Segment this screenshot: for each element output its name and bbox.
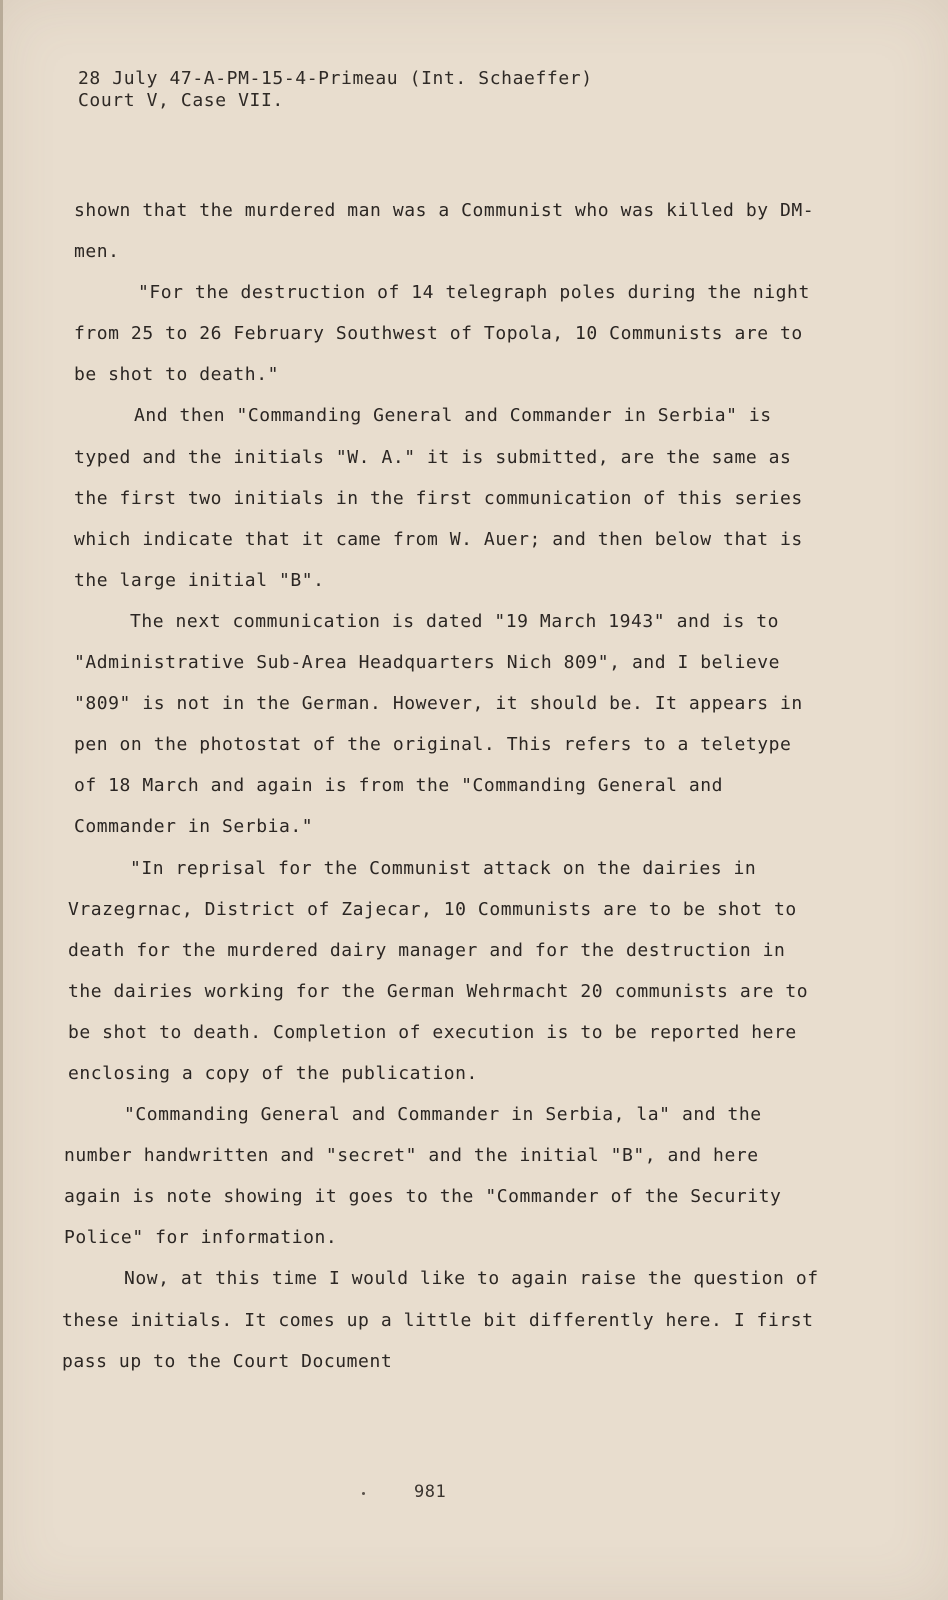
page-number: 981 [414, 1482, 447, 1502]
paragraph-reprisal-quote: "In reprisal for the Communist attack on the dairies in Vrazegrnac, District of Zajecar, 10 Communists are to be shot to death for the murdered dairy manager and for the destruction in the dairies working for the German Wehrmacht 20 communists are to be shot to death. Completion of execution is to be reported here enclosing a copy of the publication. [68, 857, 809, 1084]
paragraph-next-communication: The next communication is dated "19 March 1943" and is to "Administrative Sub-Area Headquarters Nich 809", and I believe "809" is not in the German. However, it should be. It appears in pen on the photostat of the original. This refers to a teletype of 18 March and again is from the "Commanding General and Commander in Serbia." [74, 610, 803, 838]
transcript-body [62, 190, 822, 1382]
header-line-2: Court V, Case VII. [78, 90, 284, 111]
transcript-header [78, 68, 593, 112]
paragraph-telegraph-quote: "For the destruction of 14 telegraph poles during the night from 25 to 26 February Southwest of Topola, 10 Communists are to be shot to death." [74, 282, 810, 386]
paragraph-now: Now, at this time I would like to again raise the question of these initials. It comes up a little bit differently here. I first pass up to the Court Document [62, 1268, 819, 1372]
ink-dot [362, 1492, 365, 1495]
paragraph-continuation: shown that the murdered man was a Communist who was killed by DM-men. [74, 200, 815, 263]
paragraph-initials: And then "Commanding General and Commander in Serbia" is typed and the initials "W. A." it is submitted, are the same as the first two initials in the first communication of this series which indicate that it came from W. Auer; and then below that is the large initial "B". [74, 405, 803, 591]
header-line-1: 28 July 47-A-PM-15-4-Primeau (Int. Schaeffer) [78, 68, 593, 89]
paragraph-commanding-general: "Commanding General and Commander in Serbia, la" and the number handwritten and "secret" and the initial "B", and here again is note showing it goes to the "Commander of the Security Police" for information. [64, 1104, 782, 1249]
page-edge [0, 0, 3, 1600]
